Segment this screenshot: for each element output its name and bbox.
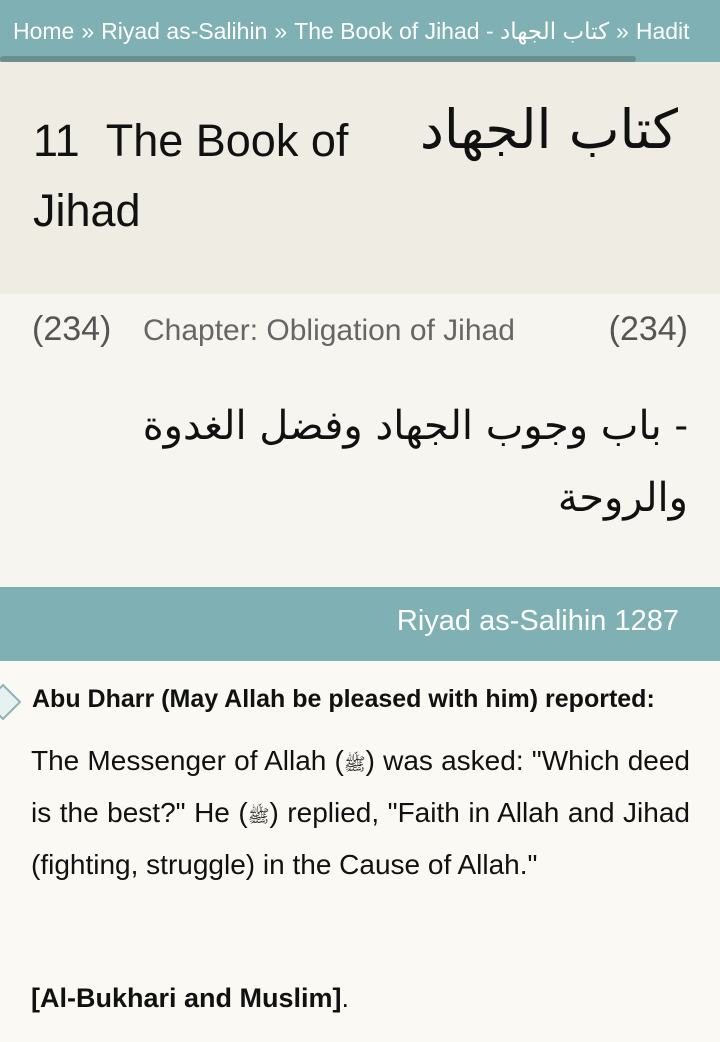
breadcrumb-separator: » xyxy=(616,18,629,44)
hadith-reference[interactable]: Riyad as-Salihin 1287 xyxy=(396,605,679,637)
hadith-text-part: The Messenger of Allah ( xyxy=(31,745,344,776)
breadcrumb xyxy=(0,0,720,62)
hadith-narrator: Abu Dharr (May Allah be pleased with him) reported: xyxy=(32,685,655,713)
breadcrumb-collection-link[interactable]: Riyad as-Salihin xyxy=(101,18,268,44)
chapter-header xyxy=(0,294,720,566)
breadcrumb-separator: » xyxy=(274,18,288,44)
hadith-text-part: ) was asked: "Which deed is the best?" He ( xyxy=(31,745,690,828)
hadith-source-label: [Al-Bukhari and Muslim] xyxy=(31,983,342,1013)
breadcrumb-home-link[interactable]: Home xyxy=(13,18,75,44)
hadith-text xyxy=(31,737,690,889)
ornament-icon xyxy=(0,684,21,721)
breadcrumb-book-link[interactable]: The Book of Jihad - كتاب الجهاد xyxy=(294,18,610,44)
breadcrumb-separator: » xyxy=(81,18,95,44)
pbuh-icon: ﷺ xyxy=(247,806,270,827)
book-title-english: The Book of Jihad xyxy=(33,115,349,236)
hadith-container xyxy=(0,661,720,1042)
chapter-number: (234) xyxy=(32,310,112,348)
chapter-title-arabic: - باب وجوب الجهاد وفضل الغدوة والروحة xyxy=(142,403,688,521)
breadcrumb-hadith-link[interactable]: Hadit xyxy=(635,18,690,44)
pbuh-icon: ﷺ xyxy=(343,754,366,775)
hadith-source xyxy=(31,983,349,1014)
hadith-reference-bar xyxy=(0,587,720,661)
book-title xyxy=(33,106,423,246)
book-header xyxy=(0,62,720,294)
hadith-text-part: ) replied, "Faith in Allah and Jihad (fighting, struggle) in the Cause of Allah." xyxy=(31,797,690,880)
book-number: 11 xyxy=(33,115,80,166)
chapter-title-english: Chapter: Obligation of Jihad xyxy=(143,314,515,347)
book-title-arabic: كتاب الجهاد xyxy=(419,98,678,161)
hadith-source-period: . xyxy=(341,983,350,1013)
chapter-number-arabic: (234) xyxy=(608,310,688,348)
